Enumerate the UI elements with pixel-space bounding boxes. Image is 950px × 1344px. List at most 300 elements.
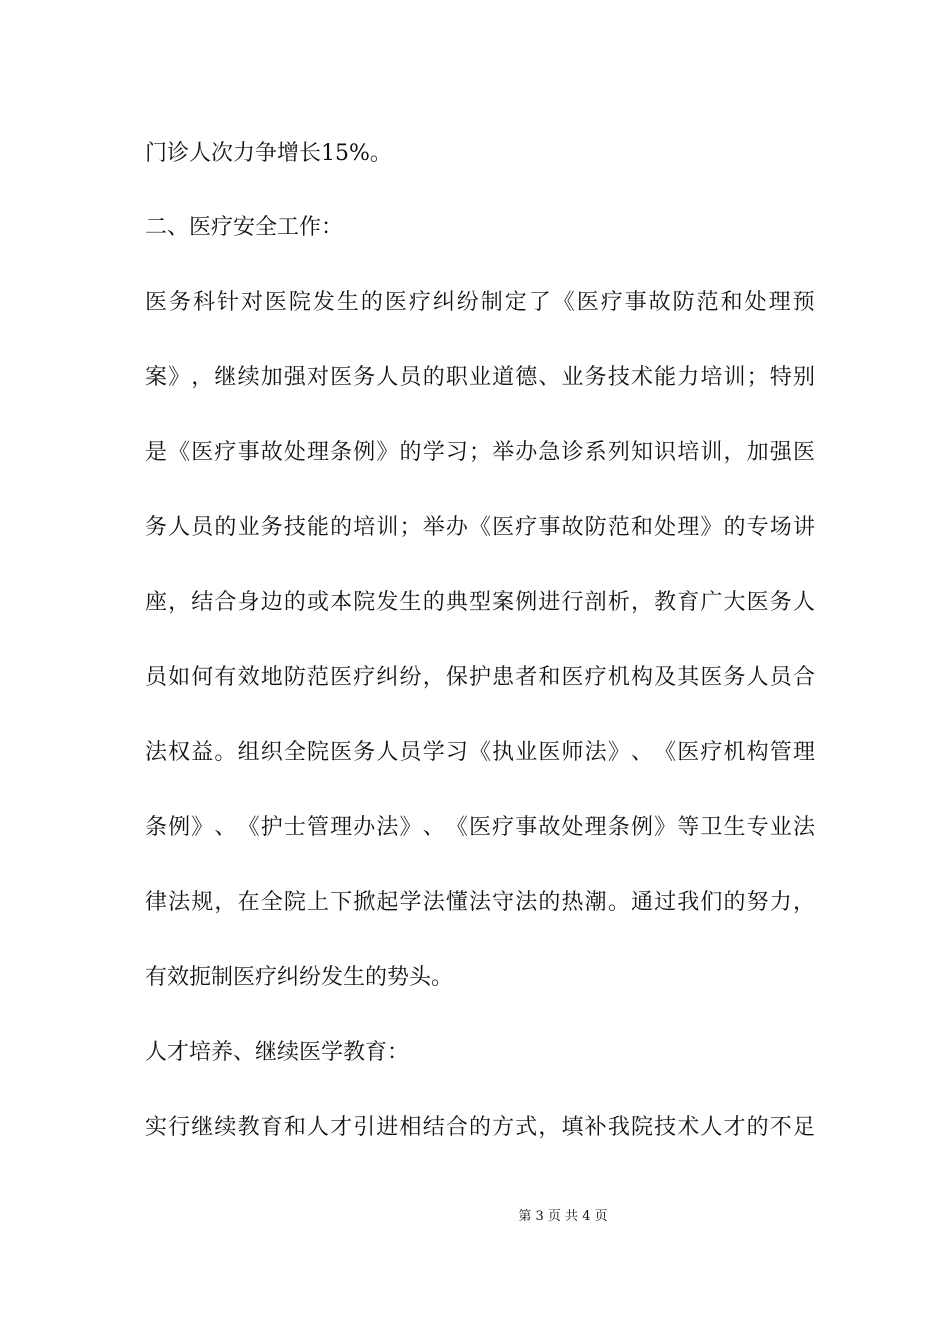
- glyph: 纠: [432, 290, 455, 315]
- text-line-12: 有效扼制医疗纠纷发生的势头。: [145, 965, 454, 990]
- glyph: 管: [306, 815, 329, 840]
- glyph: 的: [723, 890, 746, 915]
- glyph: 人: [306, 1115, 329, 1140]
- glyph: 和: [538, 665, 561, 690]
- glyph: 等: [677, 815, 700, 840]
- glyph: 预: [792, 290, 815, 315]
- glyph: 潮: [584, 890, 607, 915]
- glyph: 理: [677, 515, 700, 540]
- glyph: 培: [677, 440, 700, 465]
- glyph: 习: [445, 440, 468, 465]
- section-heading-medical-safety: 二、医疗安全工作：: [145, 215, 344, 240]
- glyph: 院: [288, 290, 311, 315]
- glyph: 其: [677, 665, 700, 690]
- glyph: ；: [468, 440, 491, 465]
- glyph: 科: [192, 290, 215, 315]
- glyph: 法: [515, 890, 538, 915]
- glyph: 继: [214, 365, 237, 390]
- glyph: 权: [168, 740, 191, 765]
- glyph: 或: [306, 590, 329, 615]
- glyph: 的: [723, 515, 746, 540]
- glyph: 续: [237, 365, 260, 390]
- text-line-5: [145, 438, 815, 468]
- glyph: 处: [561, 815, 584, 840]
- glyph: 和: [283, 1115, 306, 1140]
- text-line-1: 门诊人次力争增长15%。: [145, 141, 392, 166]
- glyph: ，: [214, 890, 237, 915]
- text-line-7: [145, 588, 815, 618]
- glyph: 事: [515, 815, 538, 840]
- glyph: 讲: [792, 515, 815, 540]
- glyph: 下: [330, 890, 353, 915]
- glyph: 医: [792, 440, 815, 465]
- glyph: 人: [792, 590, 815, 615]
- glyph: 教: [237, 1115, 260, 1140]
- glyph: 法: [584, 740, 607, 765]
- glyph: 发: [312, 290, 335, 315]
- glyph: 法: [792, 815, 815, 840]
- glyph: 故: [538, 815, 561, 840]
- glyph: 案: [492, 590, 515, 615]
- glyph: 教: [654, 590, 677, 615]
- glyph: 道: [492, 365, 515, 390]
- text-line-4: [145, 363, 815, 393]
- glyph: 们: [700, 890, 723, 915]
- glyph: 力: [677, 365, 700, 390]
- glyph: 》: [399, 815, 422, 840]
- glyph: 座: [145, 590, 168, 615]
- glyph: 法: [468, 890, 491, 915]
- glyph: 合: [445, 1115, 468, 1140]
- glyph: 术: [677, 1115, 700, 1140]
- glyph: 和: [630, 515, 653, 540]
- glyph: 合: [792, 665, 815, 690]
- glyph: 专: [746, 515, 769, 540]
- glyph: 院: [283, 890, 306, 915]
- glyph: 。: [214, 740, 237, 765]
- glyph: 足: [792, 1115, 815, 1140]
- glyph: 故: [648, 290, 671, 315]
- glyph: 热: [561, 890, 584, 915]
- glyph: 例: [630, 815, 653, 840]
- glyph: 生: [399, 590, 422, 615]
- glyph: 人: [746, 665, 769, 690]
- glyph: ，: [422, 665, 445, 690]
- text-line-8: [145, 663, 815, 693]
- glyph: 结: [422, 1115, 445, 1140]
- glyph: ，: [630, 590, 653, 615]
- glyph: 理: [768, 290, 791, 315]
- glyph: 保: [445, 665, 468, 690]
- glyph: 专: [746, 815, 769, 840]
- glyph: 全: [283, 740, 306, 765]
- glyph: 》: [607, 740, 630, 765]
- glyph: 医: [145, 290, 168, 315]
- glyph: 识: [654, 440, 677, 465]
- glyph: 务: [168, 290, 191, 315]
- glyph: 理: [330, 815, 353, 840]
- glyph: 医: [191, 440, 214, 465]
- glyph: 的: [360, 290, 383, 315]
- glyph: 相: [399, 1115, 422, 1140]
- glyph: 对: [240, 290, 263, 315]
- glyph: 员: [399, 365, 422, 390]
- glyph: 场: [769, 515, 792, 540]
- glyph: 业: [468, 365, 491, 390]
- glyph: 律: [145, 890, 168, 915]
- glyph: 法: [376, 815, 399, 840]
- glyph: 办: [445, 515, 468, 540]
- glyph: 技: [283, 515, 306, 540]
- glyph: 疗: [515, 515, 538, 540]
- glyph: 边: [260, 590, 283, 615]
- glyph: 纷: [399, 665, 422, 690]
- glyph: 才: [723, 1115, 746, 1140]
- glyph: 系: [584, 440, 607, 465]
- text-line-10: [145, 813, 815, 843]
- glyph: 。: [607, 890, 630, 915]
- glyph: 法: [168, 890, 191, 915]
- glyph: 医: [468, 815, 491, 840]
- glyph: 《: [654, 740, 677, 765]
- glyph: 纠: [376, 665, 399, 690]
- glyph: 管: [769, 740, 792, 765]
- glyph: 典: [445, 590, 468, 615]
- glyph: ，: [168, 590, 191, 615]
- glyph: 补: [584, 1115, 607, 1140]
- glyph: 训: [376, 515, 399, 540]
- glyph: 人: [376, 740, 399, 765]
- glyph: 师: [561, 740, 584, 765]
- glyph: 广: [700, 590, 723, 615]
- glyph: 生: [723, 815, 746, 840]
- glyph: 的: [422, 365, 445, 390]
- glyph: 机: [607, 665, 630, 690]
- glyph: 过: [654, 890, 677, 915]
- glyph: 的: [399, 440, 422, 465]
- glyph: ，: [538, 1115, 561, 1140]
- glyph: 育: [260, 1115, 283, 1140]
- glyph: 业: [561, 365, 584, 390]
- glyph: 特: [769, 365, 792, 390]
- glyph: 机: [723, 740, 746, 765]
- glyph: 故: [561, 515, 584, 540]
- glyph: 患: [492, 665, 515, 690]
- glyph: 诊: [561, 440, 584, 465]
- glyph: 织: [260, 740, 283, 765]
- glyph: 医: [561, 665, 584, 690]
- glyph: 结: [191, 590, 214, 615]
- glyph: 处: [654, 515, 677, 540]
- glyph: 》: [654, 815, 677, 840]
- glyph: 护: [260, 815, 283, 840]
- glyph: 理: [584, 815, 607, 840]
- glyph: 和: [720, 290, 743, 315]
- glyph: 身: [237, 590, 260, 615]
- glyph: 育: [677, 590, 700, 615]
- glyph: ；: [399, 515, 422, 540]
- glyph: 守: [492, 890, 515, 915]
- glyph: 事: [538, 515, 561, 540]
- glyph: 型: [468, 590, 491, 615]
- glyph: 医: [538, 740, 561, 765]
- glyph: 员: [145, 665, 168, 690]
- glyph: 进: [376, 1115, 399, 1140]
- glyph: 本: [330, 590, 353, 615]
- glyph: 培: [700, 365, 723, 390]
- glyph: 举: [492, 440, 515, 465]
- glyph: 我: [677, 890, 700, 915]
- glyph: 培: [353, 515, 376, 540]
- glyph: 范: [607, 515, 630, 540]
- text-line-14: [145, 1113, 815, 1143]
- glyph: 术: [630, 365, 653, 390]
- glyph: 效: [237, 665, 260, 690]
- glyph: 能: [654, 365, 677, 390]
- glyph: 及: [654, 665, 677, 690]
- glyph: 办: [353, 815, 376, 840]
- glyph: 医: [330, 365, 353, 390]
- glyph: 的: [746, 1115, 769, 1140]
- glyph: 才: [330, 1115, 353, 1140]
- glyph: 防: [672, 290, 695, 315]
- glyph: 事: [237, 440, 260, 465]
- glyph: 例: [353, 440, 376, 465]
- glyph: 医: [330, 665, 353, 690]
- text-line-3: [145, 288, 815, 318]
- glyph: 执: [492, 740, 515, 765]
- glyph: 护: [468, 665, 491, 690]
- glyph: 员: [399, 740, 422, 765]
- glyph: 职: [445, 365, 468, 390]
- glyph: 《: [445, 815, 468, 840]
- glyph: 业: [515, 740, 538, 765]
- glyph: 掀: [353, 890, 376, 915]
- glyph: 我: [607, 1115, 630, 1140]
- glyph: 处: [744, 290, 767, 315]
- glyph: 士: [283, 815, 306, 840]
- glyph: 办: [515, 440, 538, 465]
- glyph: 不: [769, 1115, 792, 1140]
- glyph: 业: [237, 515, 260, 540]
- text-line-9: [145, 738, 815, 768]
- glyph: 实: [145, 1115, 168, 1140]
- glyph: 技: [654, 1115, 677, 1140]
- glyph: 、: [538, 365, 561, 390]
- glyph: 院: [353, 590, 376, 615]
- glyph: 务: [769, 590, 792, 615]
- glyph: 医: [330, 740, 353, 765]
- glyph: 针: [216, 290, 239, 315]
- glyph: 学: [422, 440, 445, 465]
- glyph: 卫: [700, 815, 723, 840]
- glyph: 处: [283, 440, 306, 465]
- glyph: 事: [624, 290, 647, 315]
- glyph: 、: [422, 815, 445, 840]
- glyph: 列: [607, 440, 630, 465]
- glyph: 强: [283, 365, 306, 390]
- glyph: 院: [630, 1115, 653, 1140]
- glyph: 对: [306, 365, 329, 390]
- glyph: 大: [723, 590, 746, 615]
- glyph: 的: [468, 1115, 491, 1140]
- glyph: 《: [552, 290, 575, 315]
- glyph: 医: [746, 590, 769, 615]
- glyph: 疗: [408, 290, 431, 315]
- glyph: 范: [696, 290, 719, 315]
- glyph: 疗: [492, 815, 515, 840]
- glyph: 》: [168, 365, 191, 390]
- glyph: 务: [723, 665, 746, 690]
- glyph: 、: [214, 815, 237, 840]
- glyph: ，: [723, 440, 746, 465]
- glyph: 务: [353, 365, 376, 390]
- glyph: 》: [700, 515, 723, 540]
- glyph: 务: [353, 740, 376, 765]
- glyph: 医: [576, 290, 599, 315]
- glyph: 务: [260, 515, 283, 540]
- glyph: 制: [480, 290, 503, 315]
- glyph: 疗: [700, 740, 723, 765]
- glyph: 生: [336, 290, 359, 315]
- glyph: 剖: [584, 590, 607, 615]
- glyph: ，: [792, 890, 815, 915]
- glyph: 的: [538, 890, 561, 915]
- glyph: 的: [330, 515, 353, 540]
- glyph: 疗: [214, 440, 237, 465]
- glyph: 何: [191, 665, 214, 690]
- glyph: 填: [561, 1115, 584, 1140]
- glyph: 》: [191, 815, 214, 840]
- glyph: 如: [168, 665, 191, 690]
- glyph: 能: [306, 515, 329, 540]
- glyph: 地: [260, 665, 283, 690]
- glyph: 组: [237, 740, 260, 765]
- glyph: 者: [515, 665, 538, 690]
- glyph: 加: [746, 440, 769, 465]
- glyph: 疗: [584, 665, 607, 690]
- glyph: 院: [306, 740, 329, 765]
- glyph: 规: [191, 890, 214, 915]
- glyph: 理: [306, 440, 329, 465]
- glyph: 疗: [600, 290, 623, 315]
- glyph: 技: [607, 365, 630, 390]
- glyph: 条: [145, 815, 168, 840]
- glyph: 发: [376, 590, 399, 615]
- glyph: 急: [538, 440, 561, 465]
- glyph: 《: [468, 515, 491, 540]
- glyph: ，: [191, 365, 214, 390]
- glyph: 务: [145, 515, 168, 540]
- glyph: 医: [492, 515, 515, 540]
- glyph: 的: [214, 515, 237, 540]
- glyph: 防: [584, 515, 607, 540]
- glyph: 习: [445, 740, 468, 765]
- glyph: 人: [168, 515, 191, 540]
- glyph: 故: [260, 440, 283, 465]
- glyph: 医: [677, 740, 700, 765]
- text-line-11: [145, 888, 815, 918]
- glyph: 人: [376, 365, 399, 390]
- glyph: 行: [561, 590, 584, 615]
- glyph: 《: [168, 440, 191, 465]
- glyph: 训: [723, 365, 746, 390]
- glyph: 》: [376, 440, 399, 465]
- glyph: 进: [538, 590, 561, 615]
- glyph: 式: [515, 1115, 538, 1140]
- glyph: 法: [145, 740, 168, 765]
- glyph: 例: [515, 590, 538, 615]
- glyph: 防: [283, 665, 306, 690]
- glyph: 析: [607, 590, 630, 615]
- glyph: 益: [191, 740, 214, 765]
- glyph: 范: [306, 665, 329, 690]
- glyph: 全: [260, 890, 283, 915]
- glyph: 了: [528, 290, 551, 315]
- glyph: 务: [584, 365, 607, 390]
- glyph: 训: [700, 440, 723, 465]
- glyph: 有: [214, 665, 237, 690]
- glyph: 举: [422, 515, 445, 540]
- section-heading-talent-training: 人才培养、继续医学教育：: [145, 1040, 410, 1065]
- glyph: 条: [330, 440, 353, 465]
- glyph: 法: [422, 890, 445, 915]
- glyph: 别: [792, 365, 815, 390]
- glyph: 医: [384, 290, 407, 315]
- glyph: 引: [353, 1115, 376, 1140]
- glyph: 人: [700, 1115, 723, 1140]
- glyph: 《: [237, 815, 260, 840]
- glyph: 员: [769, 665, 792, 690]
- glyph: 方: [492, 1115, 515, 1140]
- glyph: 努: [746, 890, 769, 915]
- glyph: 行: [168, 1115, 191, 1140]
- glyph: 医: [700, 665, 723, 690]
- glyph: 续: [214, 1115, 237, 1140]
- glyph: 继: [191, 1115, 214, 1140]
- glyph: 业: [769, 815, 792, 840]
- glyph: 通: [630, 890, 653, 915]
- glyph: 医: [264, 290, 287, 315]
- glyph: 懂: [445, 890, 468, 915]
- glyph: 的: [283, 590, 306, 615]
- glyph: 理: [792, 740, 815, 765]
- glyph: 在: [237, 890, 260, 915]
- glyph: 上: [306, 890, 329, 915]
- glyph: 合: [214, 590, 237, 615]
- glyph: 加: [260, 365, 283, 390]
- glyph: 强: [769, 440, 792, 465]
- glyph: 案: [145, 365, 168, 390]
- glyph: 知: [630, 440, 653, 465]
- glyph: 《: [468, 740, 491, 765]
- glyph: 是: [145, 440, 168, 465]
- glyph: 学: [422, 740, 445, 765]
- glyph: 例: [168, 815, 191, 840]
- glyph: 的: [422, 590, 445, 615]
- glyph: 学: [399, 890, 422, 915]
- page-footer: 第 3 页 共 4 页: [518, 1209, 608, 1224]
- glyph: ；: [746, 365, 769, 390]
- glyph: 定: [504, 290, 527, 315]
- glyph: 构: [630, 665, 653, 690]
- glyph: 条: [607, 815, 630, 840]
- text-line-6: [145, 513, 815, 543]
- glyph: 德: [515, 365, 538, 390]
- glyph: 纷: [456, 290, 479, 315]
- glyph: 起: [376, 890, 399, 915]
- glyph: 员: [191, 515, 214, 540]
